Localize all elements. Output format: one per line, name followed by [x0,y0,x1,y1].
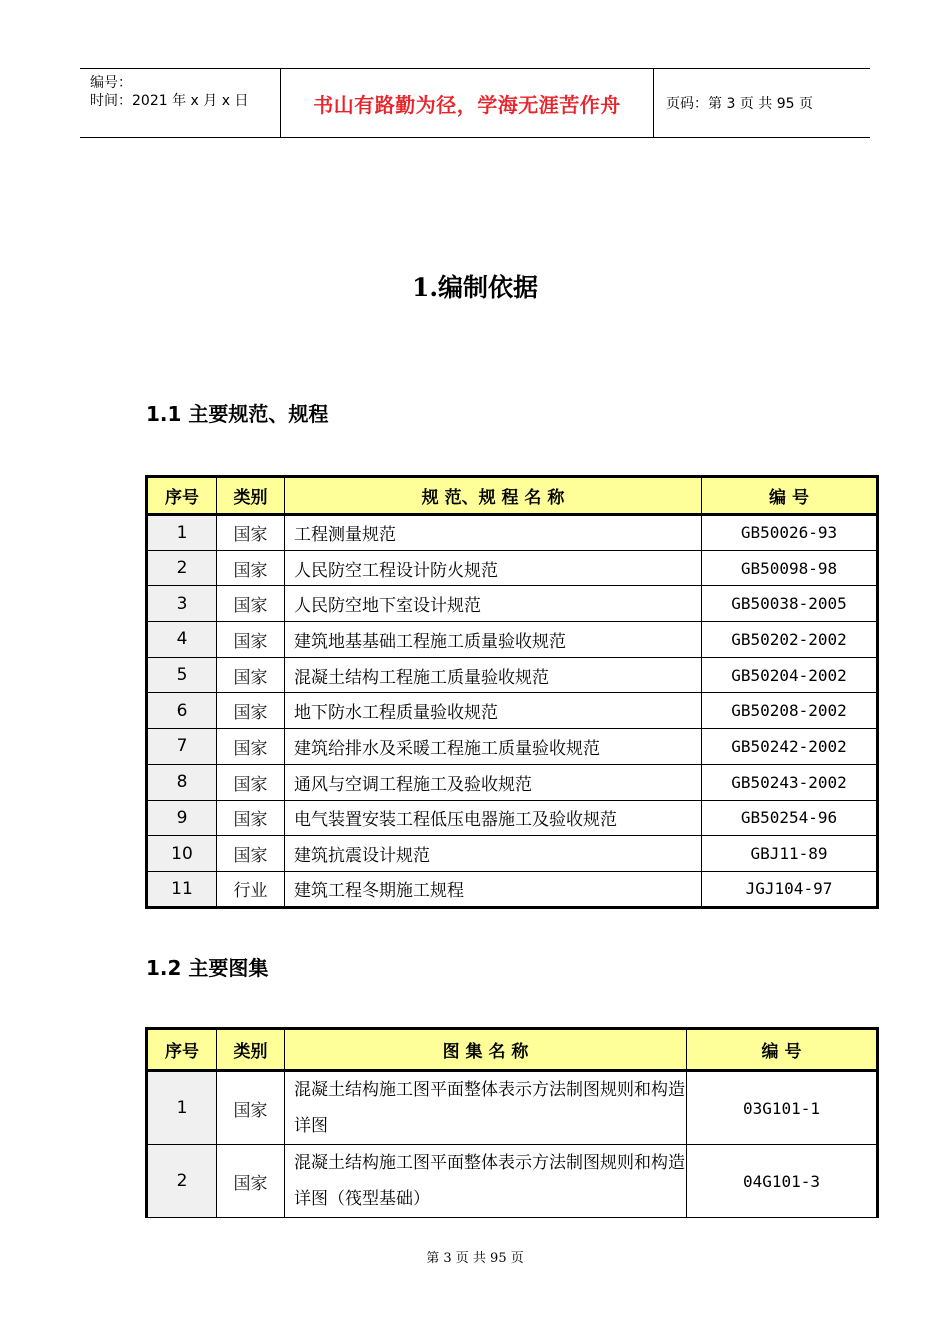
section-heading-atlases: 1.2 主要图集 [146,956,269,980]
row-category: 国家 [217,729,285,765]
row-name: 建筑工程冬期施工规程 [285,871,702,907]
table-row [147,871,878,907]
row-name: 混凝土结构施工图平面整体表示方法制图规则和构造详图（筏型基础） [285,1145,687,1218]
row-number: 10 [147,836,217,872]
row-name: 建筑地基基础工程施工质量验收规范 [285,622,702,658]
row-name: 人民防空工程设计防火规范 [285,550,702,586]
row-code: GB50098-98 [702,550,878,586]
row-number: 1 [147,515,217,551]
row-number: 2 [147,1145,217,1218]
standards-table [145,475,879,909]
row-category: 国家 [217,550,285,586]
row-code: GB50202-2002 [702,622,878,658]
row-category: 国家 [217,1071,285,1145]
document-title: 1.编制依据 [411,273,539,302]
row-category: 国家 [217,1145,285,1218]
col-header-code: 编 号 [702,477,878,515]
row-category: 国家 [217,836,285,872]
row-number: 7 [147,729,217,765]
table-row [147,586,878,622]
row-code: GB50242-2002 [702,729,878,765]
row-number: 11 [147,871,217,907]
row-name: 建筑给排水及采暖工程施工质量验收规范 [285,729,702,765]
row-code: GBJ11-89 [702,836,878,872]
row-number: 8 [147,764,217,800]
row-category: 国家 [217,764,285,800]
row-code: GB50038-2005 [702,586,878,622]
col-header-no: 序号 [147,477,217,515]
page-header [80,68,870,138]
col-header-name: 图 集 名 称 [285,1029,687,1071]
col-header-category: 类别 [217,477,285,515]
row-number: 4 [147,622,217,658]
row-code: JGJ104-97 [702,871,878,907]
row-code: GB50243-2002 [702,764,878,800]
row-code: 04G101-3 [687,1145,878,1218]
row-number: 9 [147,800,217,836]
row-category: 行业 [217,871,285,907]
number-label: 编号： [90,75,132,91]
row-number: 6 [147,693,217,729]
row-name: 地下防水工程质量验收规范 [285,693,702,729]
col-header-code: 编 号 [687,1029,878,1071]
row-category: 国家 [217,657,285,693]
row-category: 国家 [217,800,285,836]
row-code: 03G101-1 [687,1071,878,1145]
page-info: 页码：第 3 页 共 95 页 [666,96,813,112]
table-row [147,1145,878,1218]
table-row [147,836,878,872]
row-category: 国家 [217,693,285,729]
row-code: GB50208-2002 [702,693,878,729]
section-heading-standards: 1.1 主要规范、规程 [146,402,329,426]
table-row [147,515,878,551]
date-label: 时间：2021 年 x 月 x 日 [90,93,249,109]
row-name: 电气装置安装工程低压电器施工及验收规范 [285,800,702,836]
table-row [147,622,878,658]
row-number: 1 [147,1071,217,1145]
table-header-row [147,1029,878,1071]
row-code: GB50026-93 [702,515,878,551]
row-code: GB50204-2002 [702,657,878,693]
table-header-row [147,477,878,515]
atlas-table [145,1027,879,1218]
row-category: 国家 [217,586,285,622]
row-code: GB50254-96 [702,800,878,836]
table-row [147,550,878,586]
page-footer: 第 3 页 共 95 页 [426,1251,524,1266]
header-motto-cell [281,69,654,137]
header-meta [80,69,281,137]
row-number: 5 [147,657,217,693]
row-number: 3 [147,586,217,622]
table-row [147,1071,878,1145]
motto: 书山有路勤为径，学海无涯苦作舟 [313,92,621,117]
col-header-category: 类别 [217,1029,285,1071]
table-row [147,800,878,836]
row-name: 混凝土结构工程施工质量验收规范 [285,657,702,693]
row-name: 建筑抗震设计规范 [285,836,702,872]
col-header-no: 序号 [147,1029,217,1071]
row-name: 工程测量规范 [285,515,702,551]
row-category: 国家 [217,622,285,658]
col-header-name: 规 范、规 程 名 称 [285,477,702,515]
row-name: 人民防空地下室设计规范 [285,586,702,622]
header-page-cell [654,69,870,137]
row-category: 国家 [217,515,285,551]
table-row [147,729,878,765]
row-name: 混凝土结构施工图平面整体表示方法制图规则和构造详图 [285,1071,687,1145]
table-row [147,764,878,800]
row-number: 2 [147,550,217,586]
table-row [147,693,878,729]
table-row [147,657,878,693]
row-name: 通风与空调工程施工及验收规范 [285,764,702,800]
